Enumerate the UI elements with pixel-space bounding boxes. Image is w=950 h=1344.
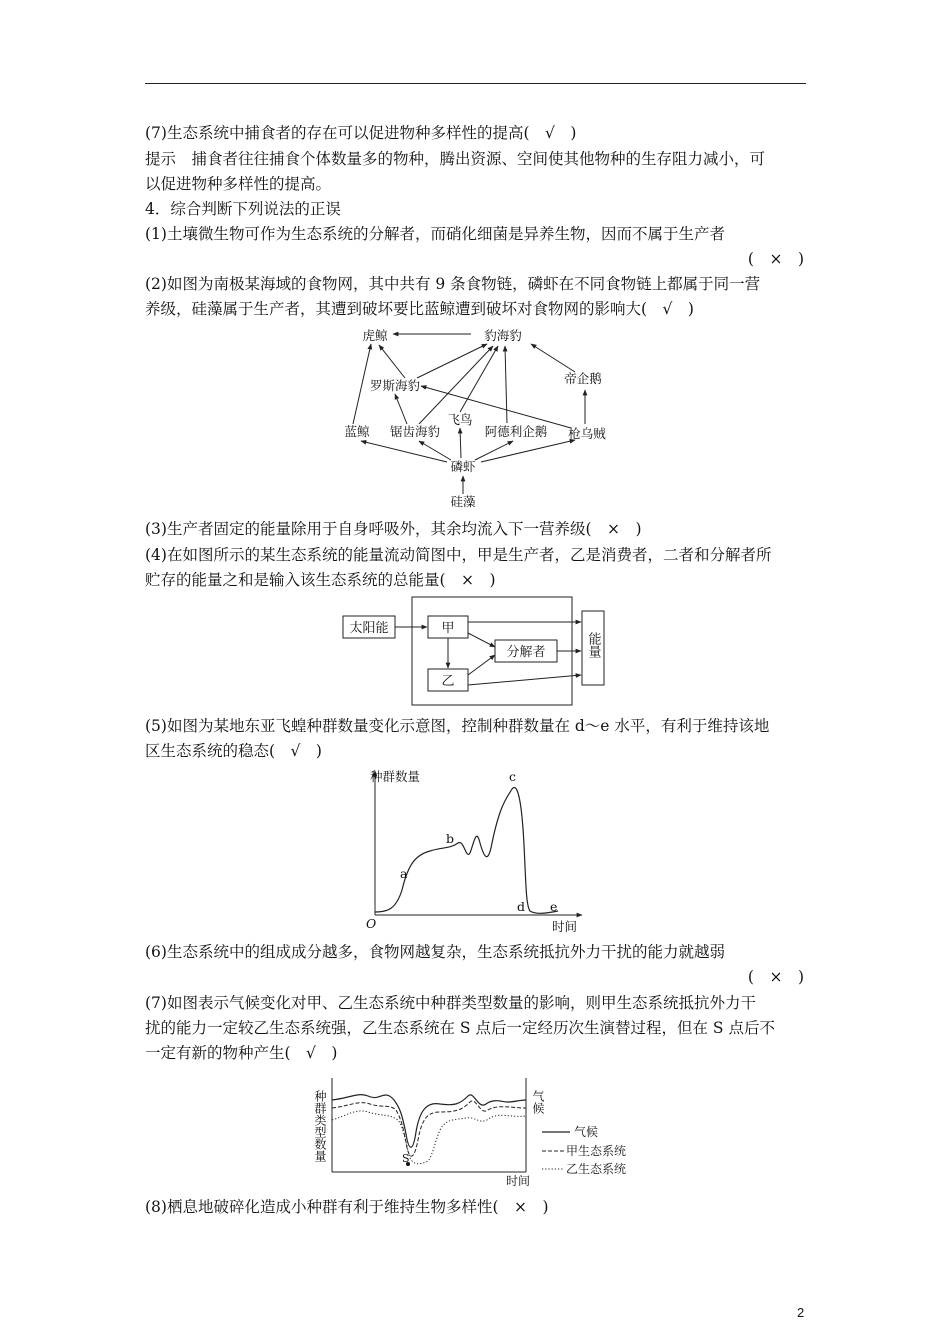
edge-qiangwz-luosi	[421, 386, 571, 428]
point-c: c	[509, 769, 517, 784]
edge-luosi-huj	[379, 345, 405, 378]
edge-linxia-adeli	[475, 441, 513, 460]
arrow-yi-decomposer	[468, 655, 495, 675]
question-4-cont: 贮存的能量之和是输入该生态系统的总能量( × )	[145, 571, 496, 589]
header-rule	[145, 83, 806, 84]
energy-out-label: 能量	[585, 632, 601, 658]
arrow-jia-decomposer	[468, 633, 495, 647]
x-axis-label: 时间	[552, 919, 578, 934]
arrow-yi-energy	[468, 675, 581, 685]
node-luosi: 罗斯海豹	[369, 378, 421, 393]
question-6: (6)生态系统中的组成成分越多，食物网越复杂，生态系统抵抗外力干扰的能力就越弱	[145, 943, 725, 961]
question-5: (5)如图为某地东亚飞蝗种群数量变化示意图，控制种群数量在 d～e 水平，有利于维持该地	[145, 717, 770, 735]
legend	[542, 1124, 626, 1176]
origin-label: O	[366, 916, 377, 931]
y-label-left: 种群类型数量	[313, 1090, 327, 1162]
node-diqie: 帝企鹅	[564, 371, 602, 386]
yi-label: 乙	[441, 674, 455, 689]
jia-line	[332, 1101, 526, 1156]
y-label-right: 气候	[531, 1090, 545, 1114]
node-huj: 虎鲸	[362, 328, 388, 343]
food-web-diagram	[335, 320, 625, 515]
question-7-cont2: 一定有新的物种产生( √ )	[145, 1044, 338, 1062]
legend-jia: 甲生态系统	[566, 1144, 627, 1158]
point-e: e	[550, 899, 558, 914]
line-item-7: (7)生态系统中捕食者的存在可以促进物种多样性的提高( √ )	[145, 124, 577, 142]
node-guizao: 硅藻	[450, 494, 476, 509]
node-adeli: 阿德利企鹅	[484, 424, 548, 439]
ecosystem-boundary	[412, 597, 572, 705]
node-juchi: 锯齿海豹	[389, 424, 441, 439]
population-curve	[375, 787, 558, 913]
question-5-cont: 区生态系统的稳态( √ )	[145, 742, 322, 760]
yi-line	[332, 1111, 526, 1164]
question-1: (1)土壤微生物可作为生态系统的分解者，而硝化细菌是异养生物，因而不属于生产者	[145, 225, 725, 243]
edge-juchi-luosi	[395, 394, 407, 424]
question-2: (2)如图为南极某海域的食物网，其中共有 9 条食物链，磷虾在不同食物链上都属于同一营	[145, 275, 761, 293]
question-7-cont: 扰的能力一定较乙生态系统强，乙生态系统在 S 点后一定经历次生演替过程，但在 S 点后不	[145, 1019, 775, 1037]
node-feiniao: 飞鸟	[447, 412, 473, 427]
point-b: b	[446, 831, 455, 846]
question-2-cont: 养级，硅藻属于生产者，其遭到破坏要比蓝鲸遭到破坏对食物网的影响大( √ )	[145, 300, 694, 318]
point-d: d	[517, 899, 526, 914]
energy-flow-diagram	[340, 595, 610, 710]
edge-linxia-juchi	[419, 441, 451, 460]
edge-linxia-qiangwz	[481, 440, 575, 462]
question-7: (7)如图表示气候变化对甲、乙生态系统中种群类型数量的影响，则甲生态系统抵抗外力干	[145, 994, 756, 1012]
y-axis-label: 种群数量	[370, 769, 421, 784]
question-8: (8)栖息地破碎化造成小种群有利于维持生物多样性( × )	[145, 1198, 549, 1216]
question-4: (4)在如图所示的某生态系统的能量流动简图中，甲是生产者，乙是消费者，二者和分解者所	[145, 546, 772, 564]
jia-label: 甲	[441, 621, 455, 636]
edge-luosi-bao	[417, 344, 487, 378]
hint-line: 提示 捕食者往往捕食个体数量多的物种，腾出资源、空间使其他物种的生存阻力减小，可	[145, 150, 766, 168]
answer-1: ( × )	[747, 250, 804, 268]
locust-population-chart	[360, 765, 590, 937]
legend-yi: 乙生态系统	[566, 1162, 627, 1176]
node-qiangwz: 枪乌贼	[568, 426, 606, 441]
question-3: (3)生产者固定的能量除用于自身呼吸外，其余均流入下一营养级( × )	[145, 520, 642, 538]
point-s-label: S	[402, 1152, 410, 1165]
point-a: a	[400, 866, 408, 881]
climate-line	[332, 1095, 526, 1148]
climate-effect-chart	[310, 1074, 640, 1186]
edge-linxia-lanj	[361, 441, 447, 462]
node-lanj: 蓝鲸	[344, 424, 370, 439]
sun-label: 太阳能	[349, 621, 389, 636]
edge-adeli-bao	[505, 346, 507, 423]
page-number: 2	[797, 1305, 805, 1320]
decomposer-label: 分解者	[506, 645, 546, 660]
legend-climate: 气候	[574, 1125, 599, 1139]
edge-lanj-huj	[353, 344, 371, 424]
edge-linxia-feiniao	[460, 428, 461, 458]
hint-line-cont: 以促进物种多样性的提高。	[145, 175, 332, 193]
x-axis-label: 时间	[506, 1174, 531, 1186]
node-linxia: 磷虾	[450, 459, 476, 474]
section-heading: 4．综合判断下列说法的正误	[145, 200, 341, 218]
answer-6: ( × )	[747, 968, 804, 986]
node-bao: 豹海豹	[484, 328, 522, 343]
edge-diqie-bao	[531, 344, 575, 372]
